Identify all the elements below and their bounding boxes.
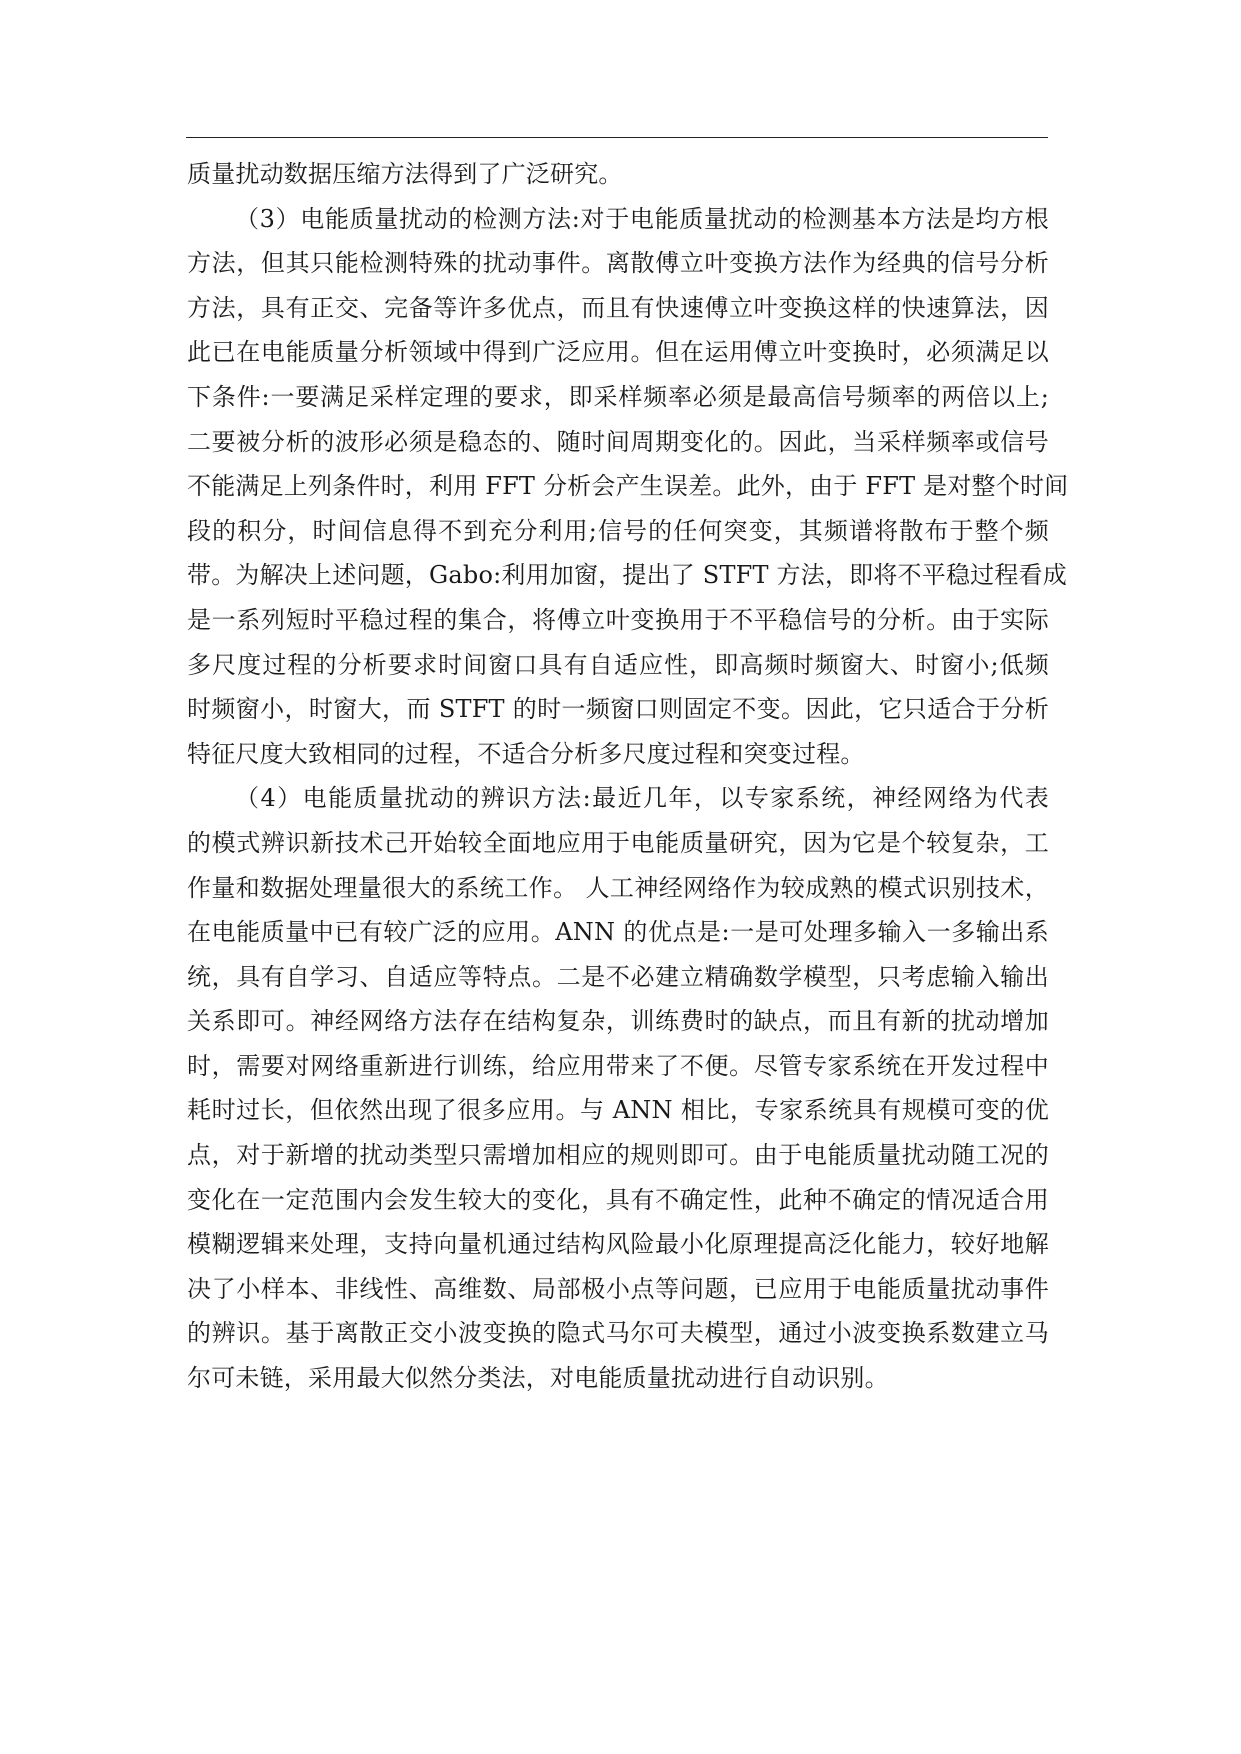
text-line: 时频窗小，时窗大，而 STFT 的时一频窗口则固定不变。因此，它只适合于分析	[187, 695, 1049, 724]
text-line: 带。为解决上述问题，Gabo:利用加窗，提出了 STFT 方法，即将不平稳过程看成	[187, 561, 1067, 590]
text-line: 时，需要对网络重新进行训练，给应用带来了不便。尽管专家系统在开发过程中	[187, 1051, 1049, 1080]
text-line: 在电能质量中已有较广泛的应用。ANN 的优点是:一是可处理多输入一多输出系	[187, 918, 1049, 947]
text-line: （4）电能质量扰动的辨识方法:最近几年，以专家系统，神经网络为代表	[235, 784, 1049, 813]
header-rule	[186, 137, 1048, 138]
text-line: 关系即可。神经网络方法存在结构复杂，训练费时的缺点，而且有新的扰动增加	[187, 1007, 1049, 1036]
text-line: 不能满足上列条件时，利用 FFT 分析会产生误差。此外，由于 FFT 是对整个时间	[187, 472, 1069, 501]
text-line: 方法，但其只能检测特殊的扰动事件。离散傅立叶变换方法作为经典的信号分析	[187, 249, 1049, 278]
text-line: 的辨识。基于离散正交小波变换的隐式马尔可夫模型，通过小波变换系数建立马	[187, 1319, 1049, 1348]
text-line: 决了小样本、非线性、高维数、局部极小点等问题，已应用于电能质量扰动事件	[187, 1274, 1049, 1303]
text-line: 点，对于新增的扰动类型只需增加相应的规则即可。由于电能质量扰动随工况的	[187, 1141, 1049, 1170]
text-line: （3）电能质量扰动的检测方法:对于电能质量扰动的检测基本方法是均方根	[235, 204, 1049, 233]
text-line: 的模式辨识新技术己开始较全面地应用于电能质量研究，因为它是个较复杂，工	[187, 828, 1049, 857]
text-line: 方法，具有正交、完备等许多优点，而且有快速傅立叶变换这样的快速算法，因	[187, 293, 1049, 322]
text-line: 段的积分，时间信息得不到充分利用;信号的任何突变，其频谱将散布于整个频	[187, 516, 1049, 545]
text-line: 质量扰动数据压缩方法得到了广泛研究。	[187, 160, 623, 188]
text-line: 二要被分析的波形必须是稳态的、随时间周期变化的。因此，当采样频率或信号	[187, 427, 1049, 456]
text-line: 模糊逻辑来处理，支持向量机通过结构风险最小化原理提高泛化能力，较好地解	[187, 1230, 1049, 1259]
text-line: 作量和数据处理量很大的系统工作。 人工神经网络作为较成熟的模式识别技术，	[187, 873, 1049, 902]
text-line: 变化在一定范围内会发生较大的变化，具有不确定性，此种不确定的情况适合用	[187, 1185, 1049, 1214]
body-text	[187, 152, 1069, 1401]
text-line: 下条件:一要满足采样定理的要求，即采样频率必须是最高信号频率的两倍以上;	[187, 382, 1049, 411]
text-line: 特征尺度大致相同的过程，不适合分析多尺度过程和突变过程。	[187, 739, 865, 768]
text-line: 耗时过长，但依然出现了很多应用。与 ANN 相比，专家系统具有规模可变的优	[187, 1096, 1049, 1125]
text-line: 尔可未链，采用最大似然分类法，对电能质量扰动进行自动识别。	[187, 1364, 889, 1393]
text-line: 统，具有自学习、自适应等特点。二是不必建立精确数学模型，只考虑输入输出	[187, 962, 1049, 991]
text-line: 是一系列短时平稳过程的集合，将傅立叶变换用于不平稳信号的分析。由于实际	[187, 605, 1049, 634]
text-line: 此已在电能质量分析领域中得到广泛应用。但在运用傅立叶变换时，必须满足以	[187, 338, 1049, 367]
text-line: 多尺度过程的分析要求时间窗口具有自适应性，即高频时频窗大、时窗小;低频	[187, 650, 1049, 679]
